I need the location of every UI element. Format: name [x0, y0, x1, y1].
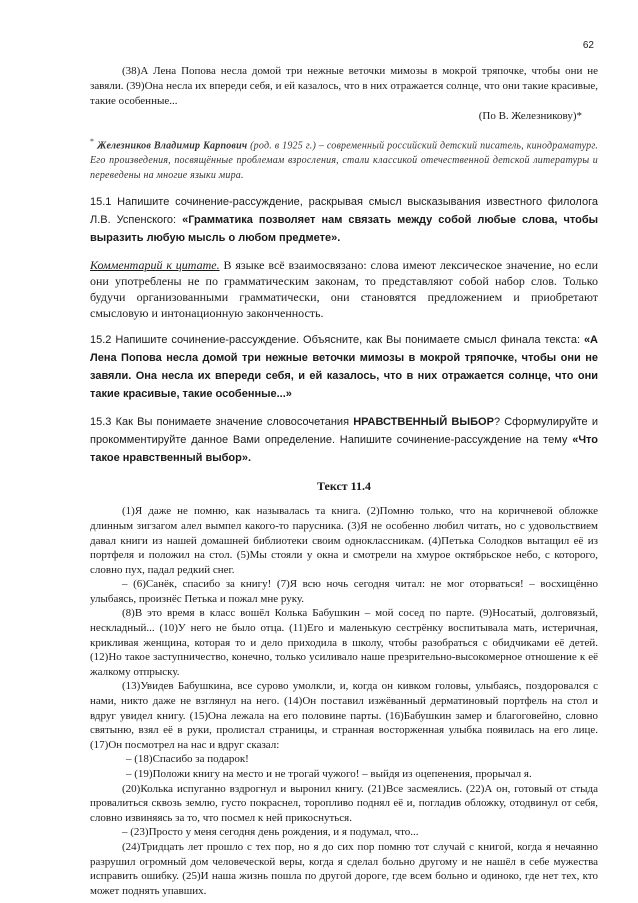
story-paragraph: – (23)Просто у меня сегодня день рождения, и я подумал, что... — [122, 826, 419, 839]
commentary-label: Комментарий к цитате. — [90, 258, 220, 273]
task-15-1 — [90, 193, 598, 247]
task-15-3 — [90, 413, 598, 467]
story-paragraph: (24)Тридцать лет прошло с тех пор, но я до сих пор помню тот случай с книгой, когда я нечаянно разрушил огромный дом человеческой веры, когда я сделал больно другому и не нашёл в себе мужества исправить ошибку. (25)И наша жизнь пошла по другой дороге, где всем больно и одиноко, где нет тех, кто может поднять упавших. — [90, 840, 598, 897]
story-paragraph: (8)В это время в класс вошёл Колька Бабушкин – мой сосед по парте. (9)Носатый, долговязый, нескладный... (10)У него не было отца. (11)Его и маленькую сестрёнку воспитывала мать, истеричная, крикливая женщина, которая то и дело приходила в школу, чтобы разобраться с обидчиками её детей. (12)Но такое заступничество, конечно, только усиливало наше презрительно-высокомерное отношение к её жалкому отпрыску. — [90, 607, 598, 678]
task-15-3-intro: 15.3 Как Вы понимаете значение словосочетания — [90, 416, 350, 429]
text-title: Текст 11.4 — [316, 479, 372, 494]
commentary-text: В языке всё взаимосвязано: слова имеют лексическое значение, но если они употреблены не по грамматическим законам, то представляют собой набор слов. Только будучи организованными грамматически, они становятся предложением и приобретают смысловую и интонационную законченность. — [90, 258, 598, 321]
task-15-2 — [90, 331, 598, 403]
task-15-2-intro: 15.2 Напишите сочинение-рассуждение. Объясните, как Вы понимаете смысл финала текста: — [90, 334, 581, 347]
dialogue-line: – (19)Положи книгу на место и не трогай чужого! – выйдя из оцепенения, прорычал я. — [126, 768, 532, 781]
story-paragraph: – (6)Санёк, спасибо за книгу! (7)Я всю ночь сегодня читал: не мог оторваться! – восхищённо улыбаясь, произнёс Петька и пожал мне руку. — [90, 578, 598, 605]
footnote-author: Железников Владимир Карпович — [97, 140, 248, 152]
task-15-1-intro: 15.1 Напишите сочинение-рассуждение, раскрывая смысл высказывания известного филолога Л.В. Успенского: — [90, 196, 598, 227]
task-15-3-middle: ? Сформулируйте и прокомментируйте данное Вами определение. Напишите сочинение-рассуждение на тему — [90, 416, 598, 447]
story-paragraph: (20)Колька испуганно вздрогнул и выронил книгу. (21)Все засмеялись. (22)А он, готовый от стыда провалиться сквозь землю, густо покраснел, торопливо поднял её и, погладив обложку, отодвинул от себя, словно извиняясь за то, что посмел к ней прикоснуться. — [90, 782, 598, 824]
task-15-3-topic: «Что такое нравственный выбор». — [90, 434, 599, 465]
page-content — [90, 64, 598, 898]
passage-attribution: (По В. Железникову)* — [478, 110, 582, 122]
dialogue-line: – (18)Спасибо за подарок! — [126, 753, 249, 766]
passage-attribution-row — [90, 109, 598, 124]
task-15-3-term: НРАВСТВЕННЫЙ ВЫБОР — [353, 416, 494, 429]
story-text — [90, 504, 598, 898]
task-15-2-quote: «А Лена Попова несла домой три нежные веточки мимозы в мокрой тряпочке, чтобы они не завяли. Она несла их впереди себя, и ей казалось, что в них отражается солнце, что они такие красивые, такие особенные...» — [90, 334, 598, 401]
footnote-text: (род. в 1925 г.) – современный российский детский писатель, кинодраматург. Его произведения, посвящённые проблемам взросления, стали классикой отечественной детской литературы и переведены на многие языки мира. — [90, 140, 599, 182]
author-footnote — [90, 134, 598, 183]
task-15-1-quote: «Грамматика позволяет нам связать между собой любые слова, чтобы выразить любую мысль о любом предмете». — [90, 214, 599, 245]
passage-text: (38)А Лена Попова несла домой три нежные веточки мимозы в мокрой тряпочке, чтобы они не завяли. (39)Она несла их впереди себя, и ей казалось, что в них отражается солнце, что они такие красивые, такие особенные... — [90, 65, 598, 107]
story-paragraph: (1)Я даже не помню, как называлась та книга. (2)Помню только, что на коричневой обложке длинным зигзагом алел вымпел какого-то парусника. (3)Я не особенно любил читать, но с удовольствием давал книги из нашей домашней библиотеки своим одноклассникам. (4)Петька Солодков вытащил её из портфеля и положил на стол. (5)Мы стояли у окна и смотрели на хмурое октябрьское небо, с которого, словно пух, падал редкий снег. — [90, 505, 598, 576]
page-number: 62 — [582, 40, 594, 51]
commentary — [90, 257, 598, 321]
footnote-marker: * — [90, 137, 95, 146]
story-paragraph: (13)Увидев Бабушкина, все сурово умолкли, и, когда он кивком головы, улыбаясь, поздоровался с нами, никто даже не взглянул на него. (14)Он поставил изжёванный дерматиновый портфель на стол и вдруг увидел книгу. (15)Она лежала на его половине парты. (16)Бабушкин замер и благоговейно, словно святыню, взял её в руки, пролистал страницы, и странная восторженная улыбка появилась на его лице. (17)Он посмотрел на нас и вдруг сказал: — [90, 680, 598, 751]
